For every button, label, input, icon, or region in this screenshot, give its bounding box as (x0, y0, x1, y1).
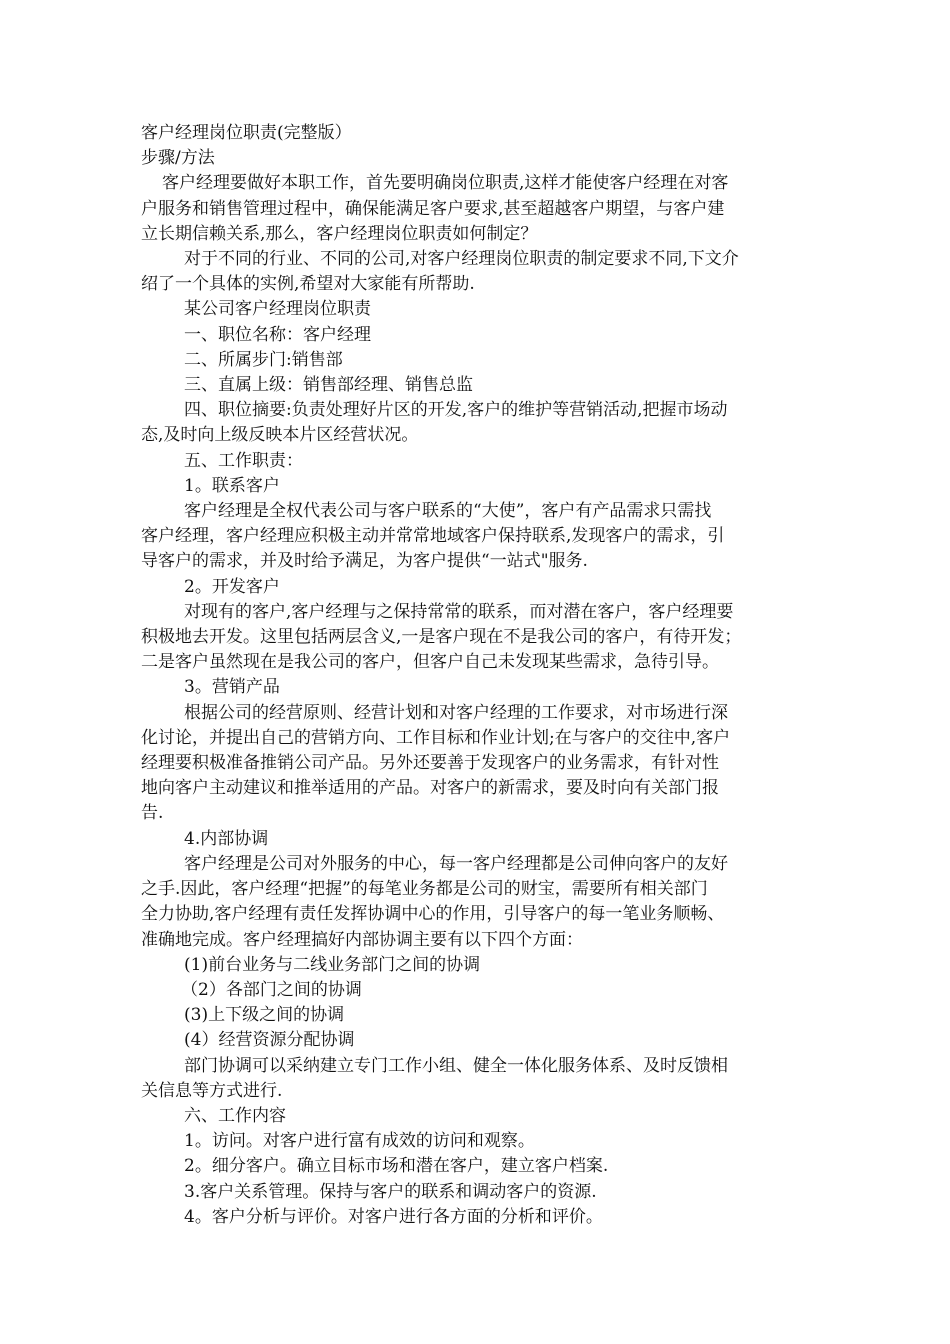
item-summary-line-2: 态,及时向上级反映本片区经营状况。 (141, 425, 419, 446)
duty-4-title: 4.内部协调 (184, 828, 269, 849)
duty-2-line-3: 二是客户虽然现在是我公司的客户，但客户自己未发现某些需求，急待引导。 (141, 652, 719, 673)
item-summary-line-1: 四、职位摘要:负责处理好片区的开发,客户的维护等营销活动,把握市场动 (184, 400, 728, 421)
duty-4-line-1: 客户经理是公司对外服务的中心，每一客户经理都是公司伸向客户的友好 (184, 853, 728, 874)
duty-4-line-4: 准确地完成。客户经理搞好内部协调主要有以下四个方面： (141, 929, 583, 950)
work-content-heading: 六、工作内容 (184, 1105, 286, 1126)
coordination-item-1: (1)前台业务与二线业务部门之间的协调 (184, 954, 481, 975)
duty-3-title: 3。营销产品 (184, 677, 280, 698)
duty-4-line-3: 全力协助,客户经理有责任发挥协调中心的作用，引导客户的每一笔业务顺畅、 (141, 904, 725, 925)
document-title: 客户经理岗位职责(完整版） (141, 123, 352, 143)
duty-3-line-1: 根据公司的经营原则、经营计划和对客户经理的工作要求，对市场进行深 (184, 702, 728, 723)
coordination-item-2: （2）各部门之间的协调 (181, 979, 362, 1000)
company-heading: 某公司客户经理岗位职责 (184, 299, 371, 320)
work-item-1: 1。访问。对客户进行富有成效的访问和观察。 (184, 1131, 535, 1152)
duty-2-title: 2。开发客户 (184, 576, 280, 597)
duty-1-line-1: 客户经理是全权代表公司与客户联系的“大使”，客户有产品需求只需找 (184, 501, 712, 522)
duty-1-line-3: 导客户的需求，并及时给予满足，为客户提供“一站式"服务. (141, 551, 588, 572)
duty-4-line-2: 之手.因此，客户经理“把握”的每笔业务都是公司的财宝，需要所有相关部门 (141, 879, 708, 900)
duty-3-line-2: 化讨论，并提出自己的营销方向、工作目标和作业计划;在与客户的交往中,客户 (141, 727, 731, 748)
duty-3-line-3: 经理要积极准备推销公司产品。另外还要善于发现客户的业务需求，有针对性 (141, 753, 719, 774)
intro-line-2: 户服务和销售管理过程中，确保能满足客户要求,甚至超越客户期望，与客户建 (141, 198, 725, 219)
paragraph-2-line-2: 绍了一个具体的实例,希望对大家能有所帮助. (141, 274, 475, 295)
document-body (141, 121, 813, 1230)
work-item-4: 4。客户分析与评价。对客户进行各方面的分析和评价。 (184, 1206, 603, 1227)
duty-3-line-5: 告. (141, 803, 164, 824)
coordination-item-4: (4）经营资源分配协调 (184, 1030, 355, 1051)
coordination-summary-line-1: 部门协调可以采纳建立专门工作小组、健全一体化服务体系、及时反馈相 (184, 1055, 728, 1076)
item-department: 二、所属步门:销售部 (184, 349, 343, 370)
work-item-3: 3.客户关系管理。保持与客户的联系和调动客户的资源. (184, 1181, 597, 1202)
duty-1-title: 1。联系客户 (184, 475, 280, 496)
item-duties-heading: 五、工作职责： (184, 450, 303, 471)
paragraph-2-line-1: 对于不同的行业、不同的公司,对客户经理岗位职责的制定要求不同,下文介 (184, 249, 739, 270)
duty-1-line-2: 客户经理，客户经理应积极主动并常常地域客户保持联系,发现客户的需求，引 (141, 526, 725, 547)
intro-line-3: 立长期信赖关系,那么，客户经理岗位职责如何制定？ (141, 223, 538, 244)
duty-3-line-4: 地向客户主动建议和推举适用的产品。对客户的新需求，要及时向有关部门报 (141, 778, 719, 799)
coordination-item-3: (3)上下级之间的协调 (184, 1005, 345, 1026)
intro-line-1: 客户经理要做好本职工作，首先要明确岗位职责,这样才能使客户经理在对客 (162, 173, 729, 194)
item-position-name: 一、职位名称：客户经理 (184, 324, 371, 345)
work-item-2: 2。细分客户。确立目标市场和潜在客户，建立客户档案. (184, 1156, 609, 1177)
coordination-summary-line-2: 关信息等方式进行. (141, 1080, 283, 1101)
duty-2-line-1: 对现有的客户,客户经理与之保持常常的联系，而对潜在客户，客户经理要 (184, 601, 734, 622)
duty-2-line-2: 积极地去开发。这里包括两层含义,一是客户现在不是我公司的客户，有待开发； (141, 627, 742, 648)
document-subtitle: 步骤/方法 (141, 148, 215, 169)
item-supervisor: 三、直属上级：销售部经理、销售总监 (184, 375, 473, 396)
